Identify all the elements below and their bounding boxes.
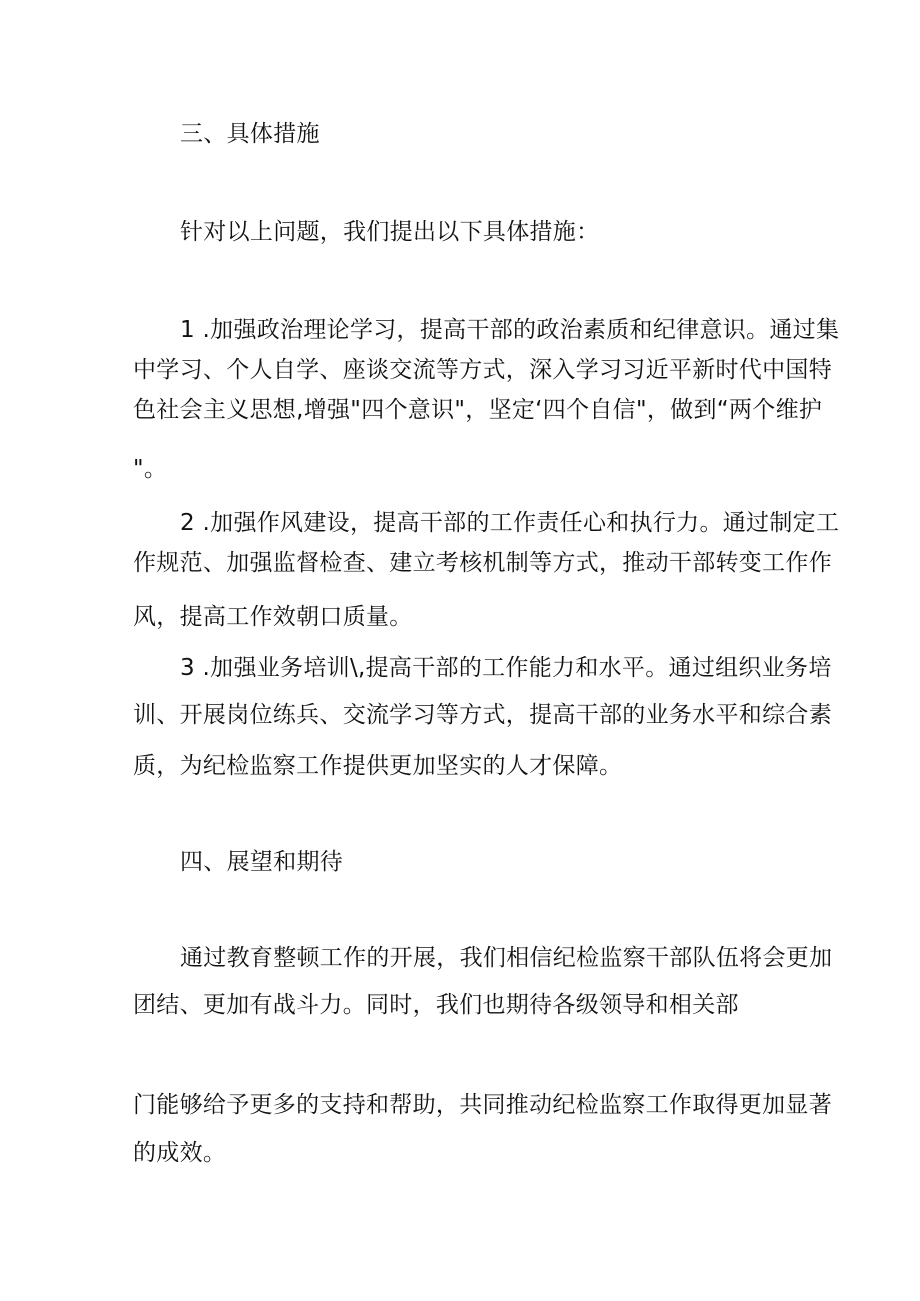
item-1-line-1: 1 .加强政治理论学习，提高干部的政治素质和纪律意识。通过集: [180, 317, 840, 343]
section-4-para-line-2: 团结、更加有战斗力。同时，我们也期待各级领导和相关部: [133, 992, 739, 1018]
section-4-heading: 四、展望和期待: [180, 849, 344, 875]
item-1-line-4: "。: [133, 456, 168, 482]
section-4-para-line-4: 的成效。: [133, 1140, 227, 1166]
item-1-line-3: 色社会主义思想,增强"四个意识"，坚定‘四个自信"，做到“两个维护: [133, 397, 823, 423]
section-3-intro: 针对以上问题，我们提出以下具体措施：: [180, 219, 600, 245]
section-4-para-line-1: 通过教育整顿工作的开展，我们相信纪检监察干部队伍将会更加: [180, 945, 833, 971]
item-3-line-3: 质，为纪检监察工作提供更加坚实的人才保障。: [133, 753, 623, 779]
item-2-line-2: 作规范、加强监督检查、建立考核机制等方式，推动干部转变工作作: [133, 550, 832, 576]
item-2-line-3: 风，提高工作效朝口质量。: [133, 604, 413, 630]
section-4-para-line-3: 门能够给予更多的支持和帮助，共同推动纪检监察工作取得更加显著: [133, 1092, 832, 1118]
item-2-line-1: 2 .加强作风建设，提高干部的工作责任心和执行力。通过制定工: [180, 510, 840, 536]
item-3-line-2: 训、开展岗位练兵、交流学习等方式，提高干部的业务水平和综合素: [133, 702, 832, 728]
item-1-line-2: 中学习、个人自学、座谈交流等方式，深入学习习近平新时代中国特: [133, 357, 832, 383]
section-3-heading: 三、具体措施: [180, 121, 320, 147]
item-3-line-1: 3 .加强业务培训\,提高干部的工作能力和水平。通过组织业务培: [180, 655, 832, 681]
